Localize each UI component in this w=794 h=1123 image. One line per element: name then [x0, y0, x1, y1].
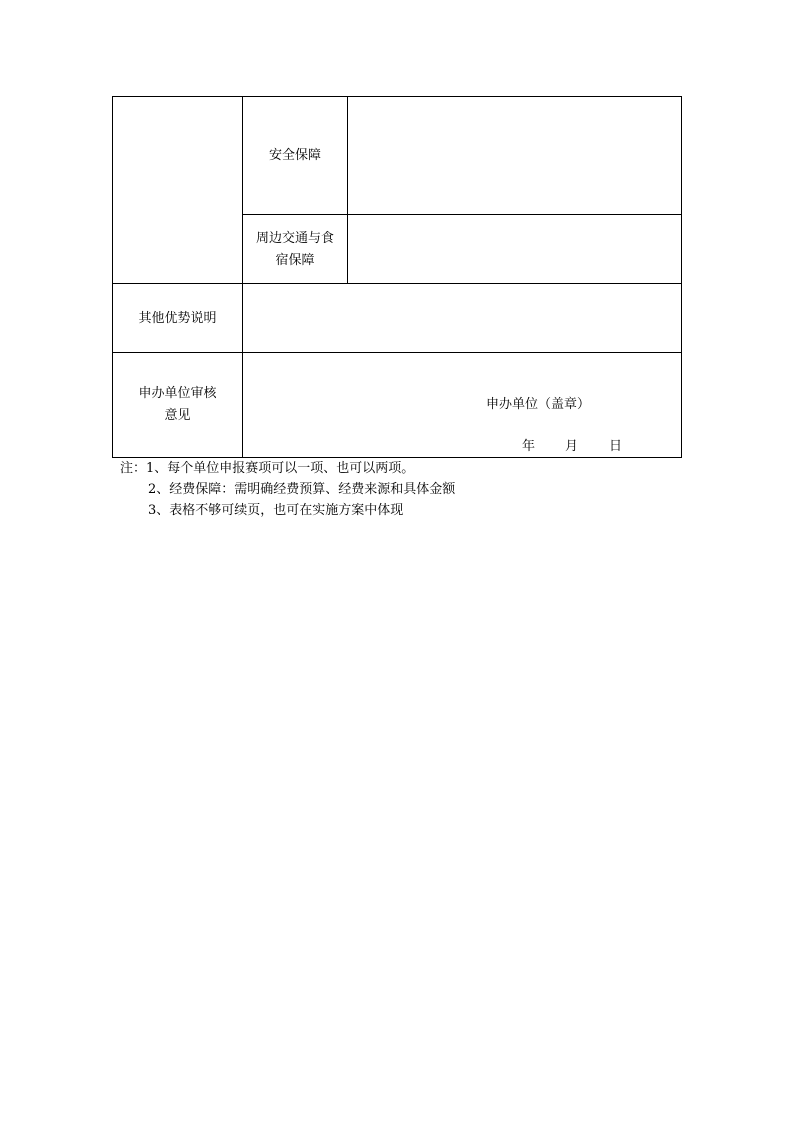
note-line-1: 注：1、每个单位申报赛项可以一项、也可以两项。	[120, 461, 415, 476]
transport-label-line2: 宿保障	[275, 253, 315, 268]
note-line-3: 3、表格不够可续页，也可在实施方案中体现	[148, 503, 404, 518]
table-border-right	[681, 96, 682, 458]
seal-text: 申办单位（盖章）	[486, 397, 591, 412]
table-divider-row2	[112, 352, 682, 353]
review-label-line1: 申办单位审核	[138, 386, 217, 401]
note-line-2: 2、经费保障：需明确经费预算、经费来源和具体金额	[148, 482, 456, 497]
safety-label: 安全保障	[268, 148, 321, 163]
review-label-line2: 意见	[164, 408, 191, 423]
date-day: 日	[609, 439, 623, 454]
date-month: 月	[565, 439, 579, 454]
transport-label	[243, 228, 347, 272]
table-divider-row1	[112, 283, 682, 284]
table-divider-col2	[347, 96, 348, 284]
review-label	[113, 383, 242, 427]
date-year: 年	[522, 439, 536, 454]
table-border-top	[112, 96, 682, 97]
table-divider-safety	[242, 214, 682, 215]
advantages-label: 其他优势说明	[138, 311, 217, 326]
transport-label-line1: 周边交通与食	[255, 231, 334, 246]
